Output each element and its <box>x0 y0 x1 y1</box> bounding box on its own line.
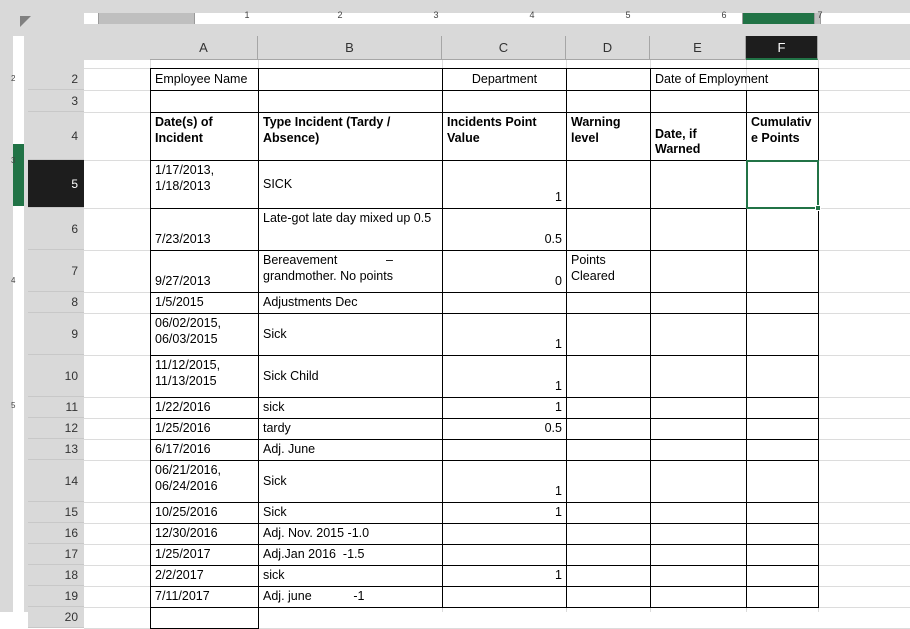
cell-e19-date-warned[interactable] <box>650 586 747 608</box>
cell-d12-warning[interactable] <box>566 418 651 440</box>
cell-d11-warning[interactable] <box>566 397 651 419</box>
cell-e13-date-warned[interactable] <box>650 439 747 461</box>
row-header-13[interactable]: 13 <box>28 439 84 460</box>
cell-c14-points[interactable]: 1 <box>442 460 567 503</box>
cell-c8-points[interactable] <box>442 292 567 314</box>
row-header-band <box>28 60 84 624</box>
cell-f18-cumulative[interactable] <box>746 565 819 587</box>
cell-d9-warning[interactable] <box>566 313 651 356</box>
row-header-3[interactable]: 3 <box>28 90 84 112</box>
cell-f19-cumulative[interactable] <box>746 586 819 608</box>
cell-a3[interactable] <box>150 90 259 113</box>
cell-a8-date[interactable]: 1/5/2015 <box>150 292 259 314</box>
cell-a13-date[interactable]: 6/17/2016 <box>150 439 259 461</box>
cell-c17-points[interactable] <box>442 544 567 566</box>
cell-a14-date[interactable]: 06/21/2016, 06/24/2016 <box>150 460 259 503</box>
vertical-ruler[interactable] <box>10 36 28 612</box>
cell-f17-cumulative[interactable] <box>746 544 819 566</box>
cell-e2-date-of-employment[interactable]: Date of Employment <box>650 68 819 91</box>
cell-e18-date-warned[interactable] <box>650 565 747 587</box>
cell-c3[interactable] <box>442 90 567 113</box>
cell-b14-type[interactable]: Sick <box>258 460 443 503</box>
cell-d15-warning[interactable] <box>566 502 651 524</box>
cell-f6-cumulative[interactable] <box>746 208 819 251</box>
sheet-corner <box>0 0 84 36</box>
cell-a4-date-of-incident[interactable]: Date(s) of Incident <box>150 112 259 161</box>
row-header-5[interactable]: 5 <box>28 160 84 208</box>
cell-b12-type[interactable]: tardy <box>258 418 443 440</box>
cell-f5-cumulative[interactable] <box>746 160 819 209</box>
horizontal-ruler[interactable] <box>84 10 910 28</box>
cell-e17-date-warned[interactable] <box>650 544 747 566</box>
ruler-segment <box>194 13 742 24</box>
cell-c15-points[interactable]: 1 <box>442 502 567 524</box>
ruler-tick-2: 2 <box>337 10 343 20</box>
cell-e5-date-warned[interactable] <box>650 160 747 209</box>
cell-f16-cumulative[interactable] <box>746 523 819 545</box>
column-header-f[interactable]: F <box>746 36 818 60</box>
cell-a7-date[interactable]: 9/27/2013 <box>150 250 259 293</box>
ruler-vtick-5: 5 <box>11 401 16 410</box>
cell-e11-date-warned[interactable] <box>650 397 747 419</box>
ruler-vtick-4: 4 <box>11 276 16 285</box>
cell-d2[interactable] <box>566 68 651 91</box>
cell-b7-type[interactable]: Bereavement – grandmother. No points <box>258 250 443 293</box>
ruler-vtick-3: 3 <box>11 156 16 165</box>
column-header-c[interactable]: C <box>442 36 566 60</box>
row-header-15[interactable]: 15 <box>28 502 84 523</box>
cell-b17-type[interactable]: Adj.Jan 2016 -1.5 <box>258 544 443 566</box>
row-header-17[interactable]: 17 <box>28 544 84 565</box>
row-header-12[interactable]: 12 <box>28 418 84 439</box>
cell-b6-type[interactable]: Late-got late day mixed up 0.5 <box>258 208 443 251</box>
cell-f8-cumulative[interactable] <box>746 292 819 314</box>
cell-d13-warning[interactable] <box>566 439 651 461</box>
cell-c2-department[interactable]: Department <box>442 68 567 91</box>
row-header-10[interactable]: 10 <box>28 355 84 397</box>
cell-e14-date-warned[interactable] <box>650 460 747 503</box>
ruler-tick-4: 4 <box>529 10 535 20</box>
cell-a6-date[interactable]: 7/23/2013 <box>150 208 259 251</box>
cell-b5-type[interactable]: SICK <box>258 160 443 209</box>
row-header-18[interactable]: 18 <box>28 565 84 586</box>
cell-a19-date[interactable]: 7/11/2017 <box>150 586 259 608</box>
cell-b19-type[interactable]: Adj. june -1 <box>258 586 443 608</box>
cell-d3[interactable] <box>566 90 651 113</box>
row-header-6[interactable]: 6 <box>28 208 84 250</box>
cell-e9-date-warned[interactable] <box>650 313 747 356</box>
cell-b8-type[interactable]: Adjustments Dec <box>258 292 443 314</box>
cell-d16-warning[interactable] <box>566 523 651 545</box>
cell-d8-warning[interactable] <box>566 292 651 314</box>
cell-d18-warning[interactable] <box>566 565 651 587</box>
column-header-b[interactable]: B <box>258 36 442 60</box>
select-all-triangle-icon[interactable] <box>20 16 31 27</box>
cell-c18-points[interactable]: 1 <box>442 565 567 587</box>
cell-c16-points[interactable] <box>442 523 567 545</box>
row-header-11[interactable]: 11 <box>28 397 84 418</box>
ruler-tick-5: 5 <box>625 10 631 20</box>
column-header-d[interactable]: D <box>566 36 650 60</box>
column-header-a[interactable]: A <box>150 36 258 60</box>
cell-d19-warning[interactable] <box>566 586 651 608</box>
cell-f3[interactable] <box>746 90 819 113</box>
column-header-e[interactable]: E <box>650 36 746 60</box>
ruler-segment <box>13 36 24 144</box>
cell-c6-points[interactable]: 0.5 <box>442 208 567 251</box>
cell-a5-date[interactable]: 1/17/2013, 1/18/2013 <box>150 160 259 209</box>
row-header-16[interactable]: 16 <box>28 523 84 544</box>
cell-f11-cumulative[interactable] <box>746 397 819 419</box>
cell-d4-warning-level[interactable]: Warning level <box>566 112 651 161</box>
cell-a17-date[interactable]: 1/25/2017 <box>150 544 259 566</box>
cell-a15-date[interactable]: 10/25/2016 <box>150 502 259 524</box>
cell-c7-points[interactable]: 0 <box>442 250 567 293</box>
cell-e10-date-warned[interactable] <box>650 355 747 398</box>
cell-e16-date-warned[interactable] <box>650 523 747 545</box>
cell-d6-warning[interactable] <box>566 208 651 251</box>
row-header-9[interactable]: 9 <box>28 313 84 355</box>
cell-f14-cumulative[interactable] <box>746 460 819 503</box>
cell-f4-cumulative-points[interactable]: Cumulativ e Points <box>746 112 819 161</box>
ruler-selection-highlight <box>742 13 814 24</box>
ruler-tick-6: 6 <box>721 10 727 20</box>
cell-f10-cumulative[interactable] <box>746 355 819 398</box>
cell-e8-date-warned[interactable] <box>650 292 747 314</box>
cell-b18-type[interactable]: sick <box>258 565 443 587</box>
cell-e3[interactable] <box>650 90 747 113</box>
cell-a2-employee-name[interactable]: Employee Name <box>150 68 259 91</box>
cell-f12-cumulative[interactable] <box>746 418 819 440</box>
cell-d10-warning[interactable] <box>566 355 651 398</box>
cell-e4-date-if-warned[interactable]: Date, if Warned <box>650 112 747 161</box>
cell-b2[interactable] <box>258 68 443 91</box>
cell-c19-points[interactable] <box>442 586 567 608</box>
ruler-segment <box>820 13 910 24</box>
ruler-tick-3: 3 <box>433 10 439 20</box>
cell-f9-cumulative[interactable] <box>746 313 819 356</box>
cell-e12-date-warned[interactable] <box>650 418 747 440</box>
cell-c11-points[interactable]: 1 <box>442 397 567 419</box>
cell-d14-warning[interactable] <box>566 460 651 503</box>
cell-a10-date[interactable]: 11/12/2015, 11/13/2015 <box>150 355 259 398</box>
sheet-grid[interactable] <box>84 60 910 612</box>
cell-c13-points[interactable] <box>442 439 567 461</box>
cell-c5-points[interactable]: 1 <box>442 160 567 209</box>
cell-a20[interactable] <box>150 607 259 629</box>
cell-b13-type[interactable]: Adj. June <box>258 439 443 461</box>
cell-e15-date-warned[interactable] <box>650 502 747 524</box>
cell-c9-points[interactable]: 1 <box>442 313 567 356</box>
cell-a11-date[interactable]: 1/22/2016 <box>150 397 259 419</box>
cell-b10-type[interactable]: Sick Child <box>258 355 443 398</box>
cell-b15-type[interactable]: Sick <box>258 502 443 524</box>
row-header-4[interactable]: 4 <box>28 112 84 160</box>
cell-d17-warning[interactable] <box>566 544 651 566</box>
row-header-7[interactable]: 7 <box>28 250 84 292</box>
cell-b9-type[interactable]: Sick <box>258 313 443 356</box>
cell-b16-type[interactable]: Adj. Nov. 2015 -1.0 <box>258 523 443 545</box>
cell-e7-date-warned[interactable] <box>650 250 747 293</box>
ruler-vtick-2: 2 <box>11 74 16 83</box>
row-header-14[interactable]: 14 <box>28 460 84 502</box>
cell-a18-date[interactable]: 2/2/2017 <box>150 565 259 587</box>
cell-b11-type[interactable]: sick <box>258 397 443 419</box>
cell-f7-cumulative[interactable] <box>746 250 819 293</box>
row-header-2[interactable]: 2 <box>28 68 84 90</box>
cell-b3[interactable] <box>258 90 443 113</box>
ruler-segment <box>84 13 98 24</box>
cell-d5-warning[interactable] <box>566 160 651 209</box>
cell-a12-date[interactable]: 1/25/2016 <box>150 418 259 440</box>
cell-c10-points[interactable]: 1 <box>442 355 567 398</box>
cell-a16-date[interactable]: 12/30/2016 <box>150 523 259 545</box>
cell-d7-warning[interactable]: Points Cleared <box>566 250 651 293</box>
cell-c12-points[interactable]: 0.5 <box>442 418 567 440</box>
row-header-19[interactable]: 19 <box>28 586 84 607</box>
row-header-20[interactable]: 20 <box>28 607 84 628</box>
cell-f15-cumulative[interactable] <box>746 502 819 524</box>
cell-a9-date[interactable]: 06/02/2015, 06/03/2015 <box>150 313 259 356</box>
cell-e6-date-warned[interactable] <box>650 208 747 251</box>
ruler-selection-highlight-vertical <box>13 144 24 206</box>
ruler-tick-7: 7 <box>817 10 823 20</box>
column-header-band <box>84 36 910 60</box>
cell-c4-incidents-point-value[interactable]: Incidents Point Value <box>442 112 567 161</box>
ruler-tick-1: 1 <box>244 10 250 20</box>
cell-f13-cumulative[interactable] <box>746 439 819 461</box>
row-header-8[interactable]: 8 <box>28 292 84 313</box>
cell-b4-type-incident[interactable]: Type Incident (Tardy / Absence) <box>258 112 443 161</box>
